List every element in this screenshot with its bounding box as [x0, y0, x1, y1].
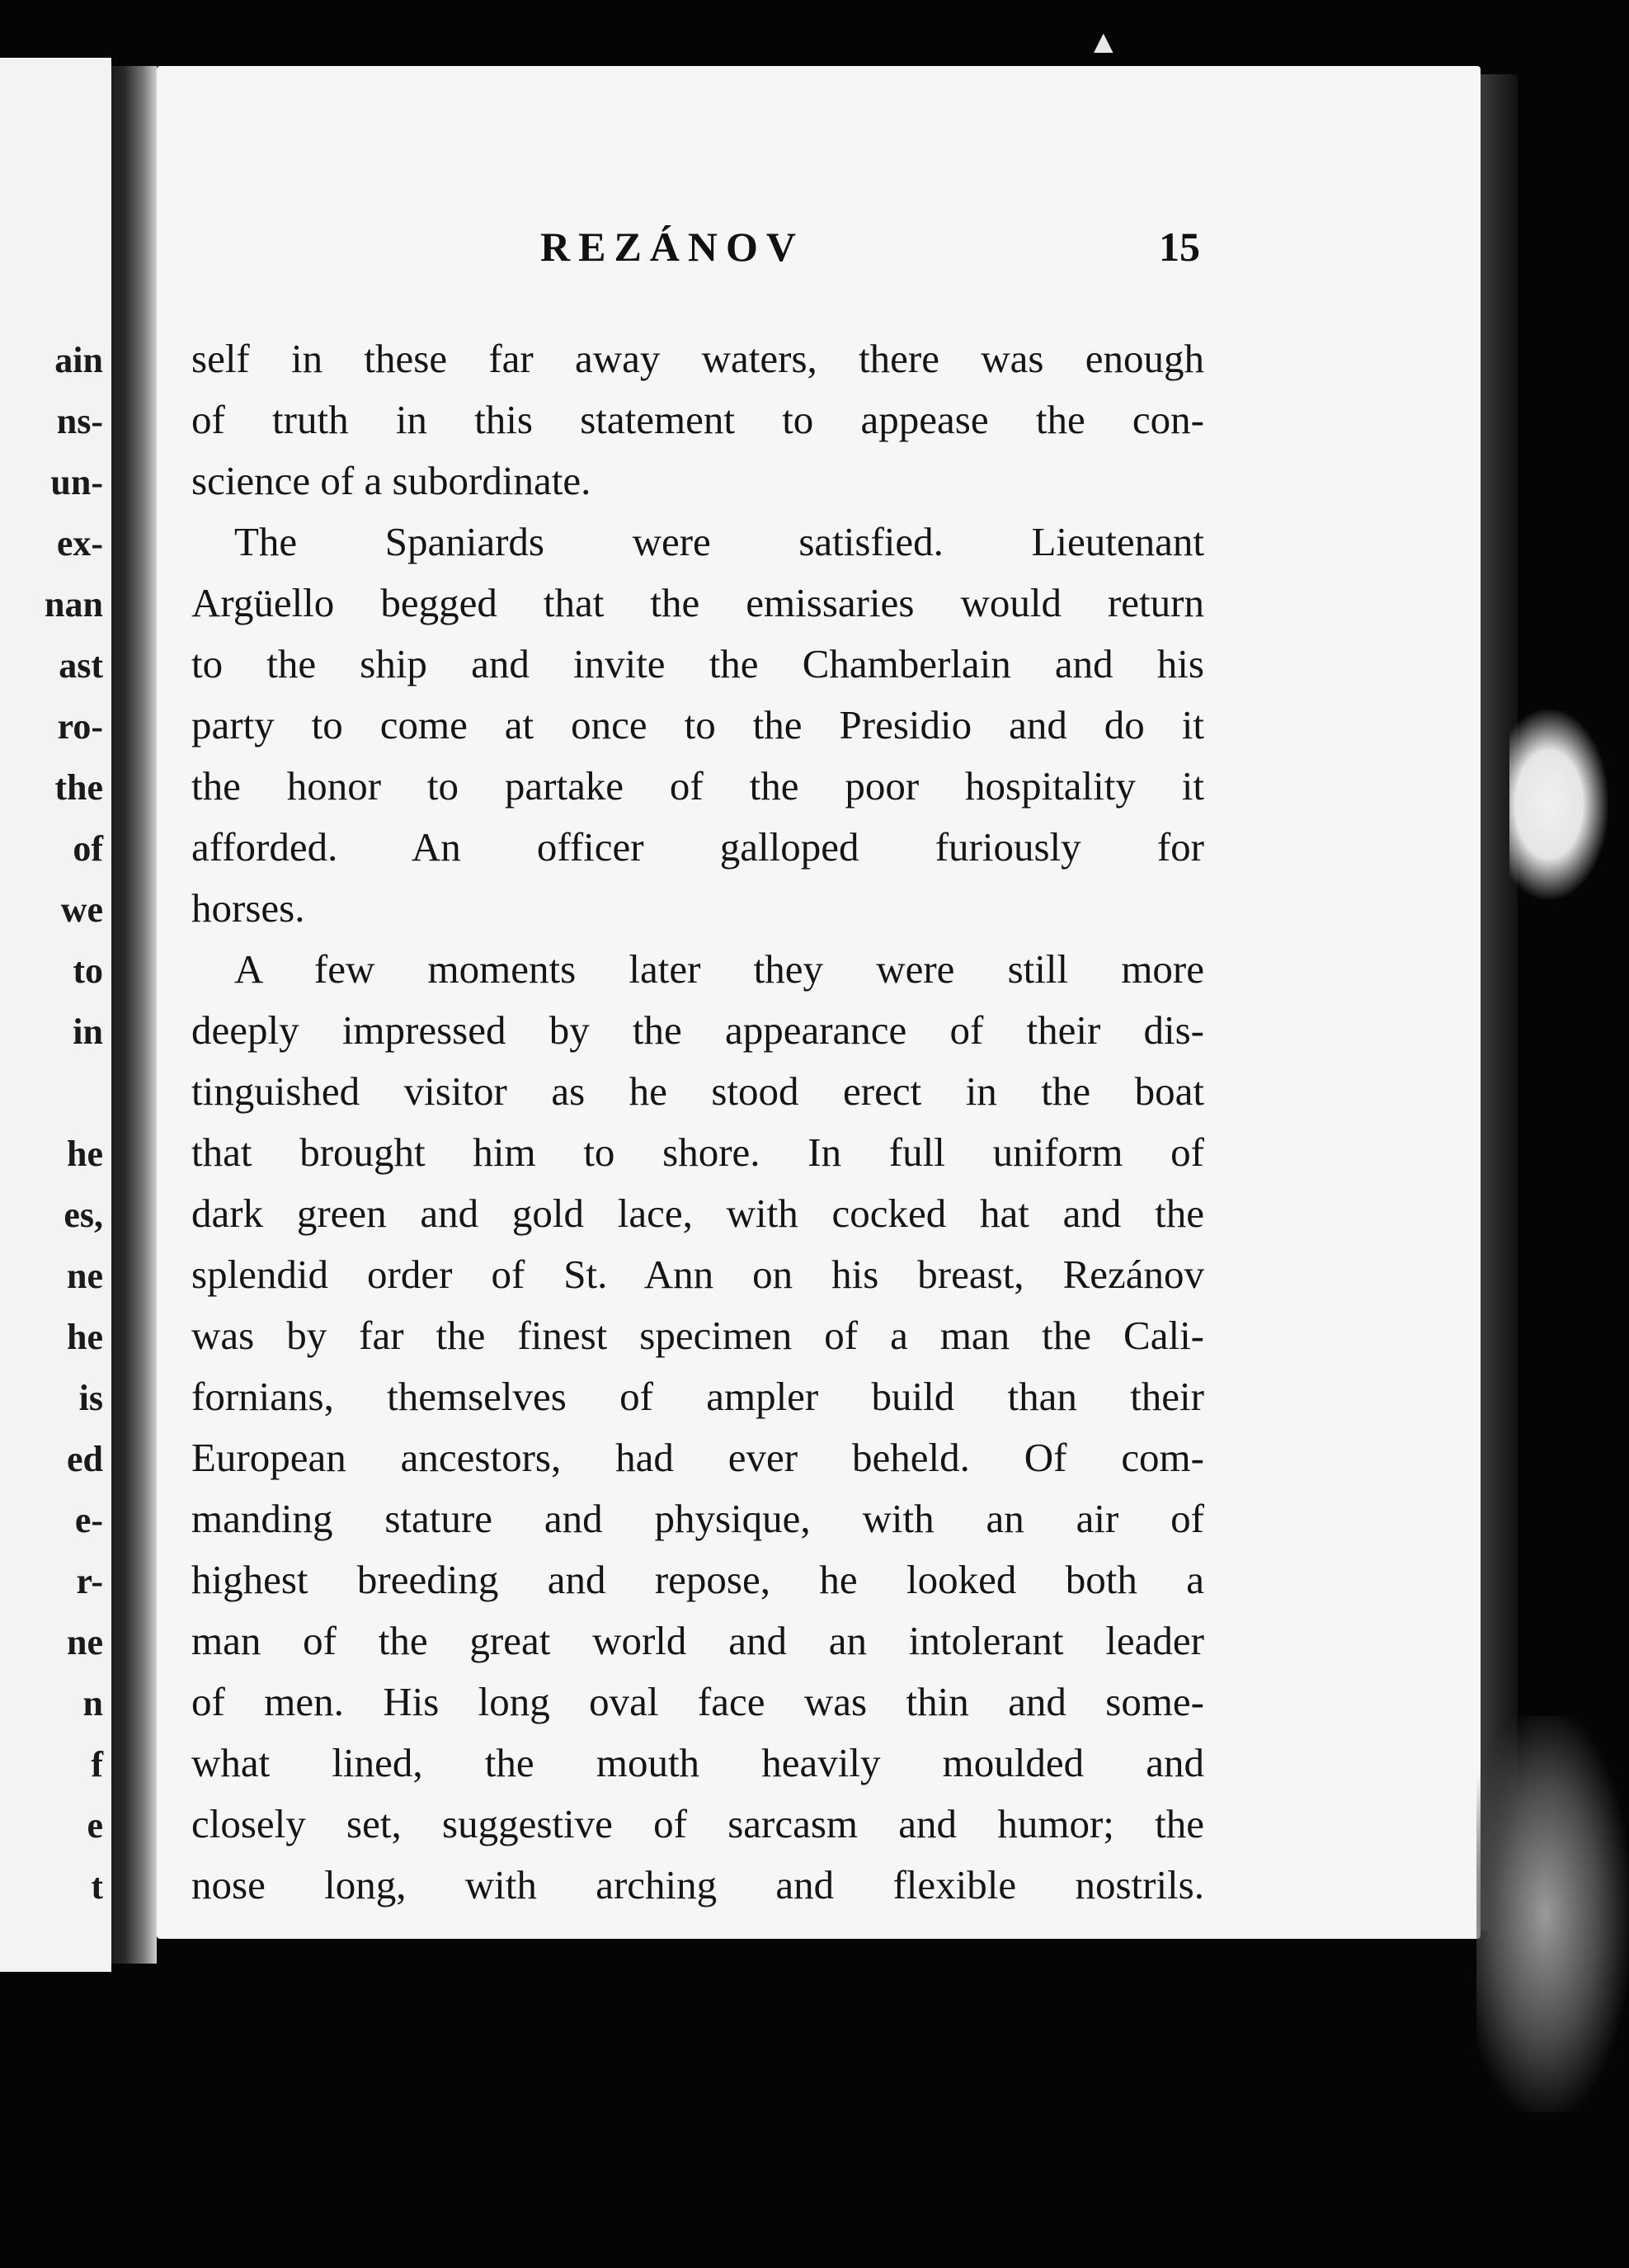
left-line: n — [82, 1683, 103, 1723]
left-line: ns- — [56, 401, 103, 441]
text-line: science of a subordinate. — [191, 458, 591, 503]
left-line: ex- — [56, 523, 103, 563]
text-line: was by far the finest specimen of a man the Cali- — [191, 1313, 1204, 1358]
text-line: highest breeding and repose, he looked both a — [191, 1557, 1204, 1602]
scan-damage-mark — [1476, 1716, 1629, 2112]
left-page-text — [0, 330, 111, 1917]
left-line: we — [60, 889, 103, 930]
text-line: afforded. An officer galloped furiously for — [191, 824, 1204, 870]
left-line: ast — [59, 645, 103, 686]
left-line: he — [67, 1134, 103, 1174]
text-line: closely set, suggestive of sarcasm and humor; the — [191, 1801, 1204, 1846]
left-line: es, — [64, 1195, 103, 1235]
left-line: he — [67, 1317, 103, 1357]
text-line: man of the great world and an intolerant leader — [191, 1618, 1204, 1663]
scan-damage-mark — [1509, 710, 1608, 899]
text-line: manding stature and physique, with an air of — [191, 1496, 1204, 1541]
left-line: un- — [50, 462, 103, 502]
text-line: of truth in this statement to appease the con- — [191, 397, 1204, 442]
left-line: the — [54, 767, 103, 808]
left-line: ne — [67, 1256, 103, 1296]
text-line: to the ship and invite the Chamberlain and his — [191, 641, 1204, 686]
text-line: what lined, the mouth heavily moulded and — [191, 1740, 1204, 1785]
left-line: ain — [54, 340, 103, 380]
page-number: 15 — [1159, 224, 1200, 270]
left-line: ed — [67, 1439, 103, 1479]
left-line: ro- — [57, 706, 103, 747]
text-line: The Spaniards were satisfied. Lieutenant — [234, 519, 1204, 564]
text-line: fornians, themselves of ampler build than their — [191, 1374, 1204, 1419]
left-line: of — [73, 828, 103, 869]
text-line: horses. — [191, 885, 305, 931]
left-line: to — [73, 950, 103, 991]
left-line: r- — [76, 1561, 103, 1601]
left-line: f — [91, 1744, 103, 1785]
page-header — [157, 223, 1481, 281]
text-line: A few moments later they were still more — [234, 946, 1204, 992]
left-line: ne — [67, 1622, 103, 1662]
book-page — [157, 66, 1481, 1939]
text-line: Argüello begged that the emissaries would return — [191, 580, 1204, 625]
text-line: dark green and gold lace, with cocked hat and the — [191, 1191, 1204, 1236]
text-line: of men. His long oval face was thin and some- — [191, 1679, 1204, 1724]
book-gutter — [111, 66, 157, 1964]
left-line: t — [91, 1866, 103, 1907]
left-line: e — [87, 1805, 103, 1846]
corner-mark: ▲ — [1087, 23, 1120, 60]
text-line: that brought him to shore. In full uniform of — [191, 1129, 1204, 1175]
body-text — [191, 328, 1204, 1916]
left-line: in — [73, 1011, 103, 1052]
left-line: e- — [74, 1500, 103, 1540]
left-facing-page — [0, 58, 111, 1972]
text-line: European ancestors, had ever beheld. Of com- — [191, 1435, 1204, 1480]
text-line: the honor to partake of the poor hospitality it — [191, 763, 1204, 809]
text-line: party to come at once to the Presidio and do it — [191, 702, 1204, 747]
text-line: tinguished visitor as he stood erect in the boat — [191, 1068, 1204, 1114]
text-line: splendid order of St. Ann on his breast, Rezánov — [191, 1252, 1204, 1297]
left-line — [0, 1063, 111, 1124]
left-line: is — [78, 1378, 103, 1418]
text-line: self in these far away waters, there was enough — [191, 336, 1204, 381]
text-line: deeply impressed by the appearance of their dis- — [191, 1007, 1204, 1053]
text-line: nose long, with arching and flexible nostrils. — [191, 1862, 1204, 1907]
left-line: nan — [45, 584, 103, 625]
page-edge — [1481, 74, 1518, 1931]
running-title: REZÁNOV — [540, 224, 805, 270]
